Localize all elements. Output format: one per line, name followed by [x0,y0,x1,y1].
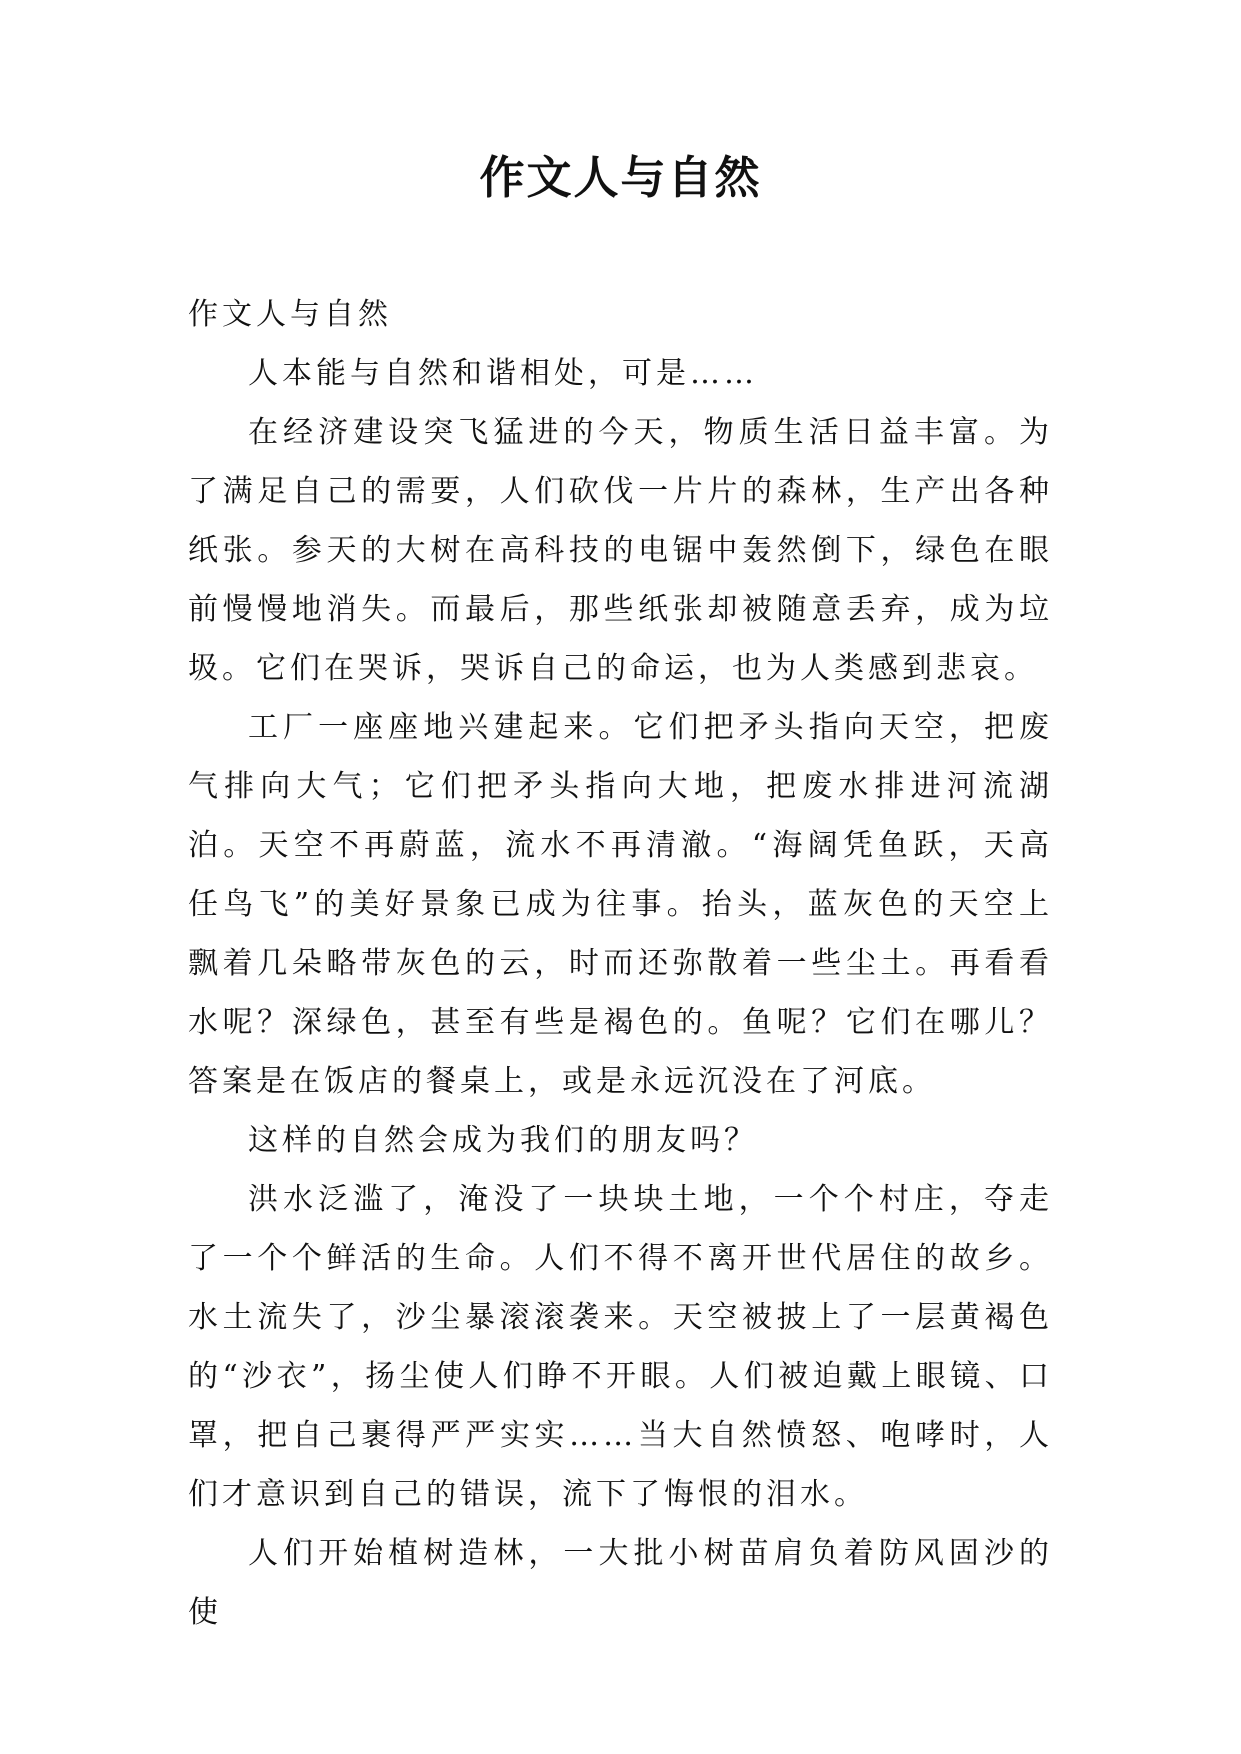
paragraph-3: 工厂一座座地兴建起来。它们把矛头指向天空，把废气排向大气；它们把矛头指向大地，把废水排进河流湖泊。天空不再蔚蓝，流水不再清澈。“海阔凭鱼跃，天高任鸟飞”的美好景象已成为往事。抬头，蓝灰色的天空上飘着几朵略带灰色的云，时而还弥散着一些尘土。再看看水呢？深绿色，甚至有些是褐色的。鱼呢？它们在哪儿？答案是在饭店的餐桌上，或是永远沉没在了河底。 [188,710,1053,1099]
paragraph-2: 在经济建设突飞猛进的今天，物质生活日益丰富。为了满足自己的需要，人们砍伐一片片的森林，生产出各种纸张。参天的大树在高科技的电锯中轰然倒下，绿色在眼前慢慢地消失。而最后，那些纸张却被随意丢弃，成为垃圾。它们在哭诉，哭诉自己的命运，也为人类感到悲哀。 [188,415,1053,686]
document-title: 作文人与自然 [479,151,762,204]
paragraph-4: 这样的自然会成为我们的朋友吗？ [248,1123,758,1158]
document-body [188,285,1053,1642]
paragraph-6: 人们开始植树造林，一大批小树苗肩负着防风固沙的使 [188,1536,1053,1630]
paragraph-1: 人本能与自然和谐相处，可是…… [248,356,758,391]
body-heading-line: 作文人与自然 [188,297,392,332]
paragraph-5: 洪水泛滥了，淹没了一块块土地，一个个村庄，夺走了一个个鲜活的生命。人们不得不离开世代居住的故乡。水土流失了，沙尘暴滚滚袭来。天空被披上了一层黄褐色的“沙衣”，扬尘使人们睁不开眼。人们被迫戴上眼镜、口罩，把自己裹得严严实实……当大自然愤怒、咆哮时，人们才意识到自己的错误，流下了悔恨的泪水。 [188,1182,1053,1512]
